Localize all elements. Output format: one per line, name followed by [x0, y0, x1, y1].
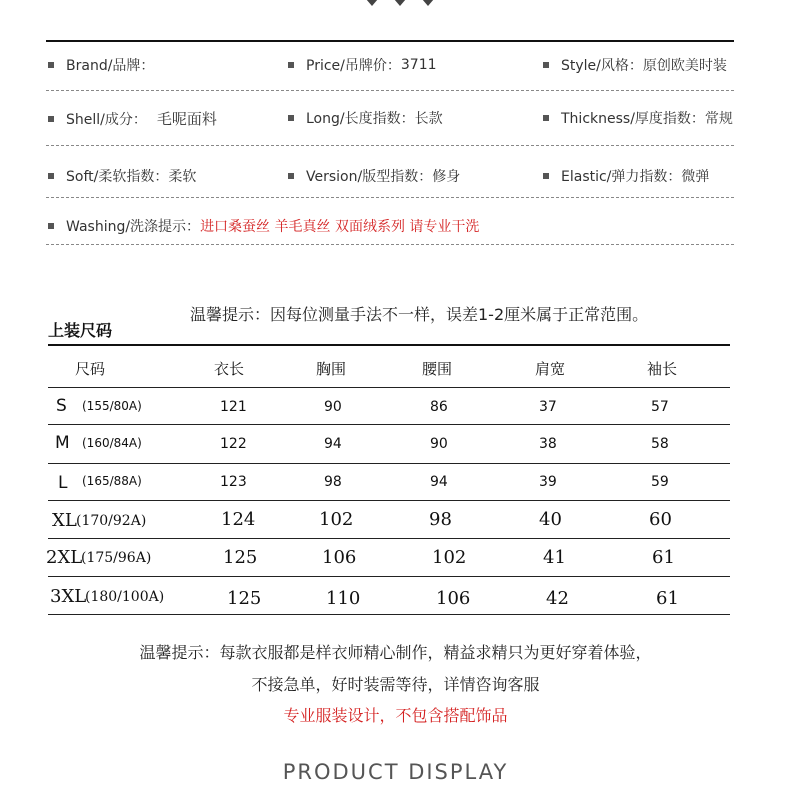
- size-label: 3XL: [50, 586, 87, 607]
- chest-value: 94: [324, 436, 342, 452]
- attr-label: Washing/洗涤提示：: [66, 219, 201, 235]
- bullet-square-icon: [48, 223, 54, 229]
- size-code: (155/80A): [82, 399, 142, 413]
- shoulder-value: 41: [543, 547, 566, 568]
- header-sleeve: 袖长: [647, 360, 678, 378]
- attr-long: [288, 108, 443, 128]
- attr-style: [543, 55, 727, 75]
- measurement-tip: 温馨提示：因每位测量手法不一样，误差1-2厘米属于正常范围。: [190, 305, 649, 324]
- size-label: L: [58, 473, 68, 493]
- header-size: 尺码: [75, 360, 106, 378]
- bullet-square-icon: [48, 173, 54, 179]
- chest-value: 106: [322, 547, 357, 568]
- header-shoulder: 肩宽: [535, 360, 566, 378]
- attr-label: Brand/品牌：: [66, 58, 155, 74]
- length-value: 121: [220, 399, 247, 415]
- attr-value: 微弹: [681, 169, 710, 185]
- attr-version: [288, 166, 460, 186]
- service-note-3: 专业服装设计，不包含搭配饰品: [283, 706, 508, 725]
- size-label: S: [56, 396, 67, 416]
- table-row-rule: [48, 576, 730, 577]
- sleeve-value: 60: [649, 509, 672, 530]
- chest-value: 102: [319, 509, 354, 530]
- shoulder-value: 42: [546, 588, 569, 609]
- length-value: 122: [220, 436, 247, 452]
- attr-price: [288, 55, 437, 75]
- chest-value: 110: [326, 588, 361, 609]
- attributes-bottom-rule: [46, 244, 734, 245]
- waist-value: 106: [436, 588, 471, 609]
- attr-label: Style/风格：: [561, 58, 643, 74]
- waist-value: 90: [430, 436, 448, 452]
- sleeve-value: 57: [651, 399, 669, 415]
- attr-soft: [48, 166, 196, 186]
- attr-label: Thickness/厚度指数：: [561, 111, 705, 127]
- size-label: XL: [52, 510, 77, 531]
- header-waist: 腰围: [422, 360, 453, 378]
- size-label: M: [55, 433, 70, 453]
- size-chart-title: 上装尺码: [48, 321, 113, 340]
- attr-brand: [48, 55, 154, 75]
- attributes-divider: [46, 145, 734, 146]
- shoulder-value: 38: [539, 436, 557, 452]
- size-label: 2XL: [46, 547, 83, 568]
- bullet-square-icon: [288, 115, 294, 121]
- chest-value: 98: [324, 474, 342, 490]
- attributes-divider: [46, 90, 734, 91]
- shoulder-value: 37: [539, 399, 557, 415]
- table-bottom-rule: [48, 614, 730, 615]
- service-note-1: 温馨提示：每款衣服都是样衣师精心制作，精益求精只为更好穿着体验，: [139, 643, 652, 662]
- bullet-square-icon: [48, 116, 54, 122]
- attr-label: Long/长度指数：: [306, 111, 415, 127]
- waist-value: 94: [430, 474, 448, 490]
- table-top-rule: [48, 344, 730, 346]
- waist-value: 86: [430, 399, 448, 415]
- waist-value: 98: [429, 509, 452, 530]
- sleeve-value: 61: [656, 588, 679, 609]
- attr-label: Version/版型指数：: [306, 169, 433, 185]
- length-value: 125: [223, 547, 258, 568]
- table-row-rule: [48, 387, 730, 388]
- sleeve-value: 61: [652, 547, 675, 568]
- attr-value: 修身: [432, 169, 461, 185]
- shoulder-value: 40: [539, 509, 562, 530]
- table-row-rule: [48, 500, 730, 501]
- attr-label: Shell/成分：: [66, 111, 147, 128]
- attr-value: 进口桑蚕丝 羊毛真丝 双面绒系列 请专业干洗: [200, 219, 480, 235]
- sleeve-value: 59: [651, 474, 669, 490]
- attr-value: 长款: [414, 111, 443, 127]
- attr-value: 毛呢面料: [156, 110, 217, 128]
- size-code: (175/96A): [81, 550, 152, 566]
- service-note-2: 不接急单，好时装需等待，详情咨询客服: [251, 675, 540, 694]
- chest-value: 90: [324, 399, 342, 415]
- table-row-rule: [48, 424, 730, 425]
- sleeve-value: 58: [651, 436, 669, 452]
- attr-value: 3711: [400, 57, 437, 73]
- attr-value: 原创欧美时装: [642, 58, 727, 74]
- attr-shell: [48, 108, 217, 129]
- size-code: (170/92A): [76, 513, 147, 529]
- bullet-square-icon: [543, 115, 549, 121]
- table-row-rule: [48, 538, 730, 539]
- header-decoration-icon: [340, 0, 460, 16]
- header-length: 衣长: [214, 360, 245, 378]
- attr-value: 柔软: [168, 169, 197, 185]
- shoulder-value: 39: [539, 474, 557, 490]
- header-chest: 胸围: [316, 360, 347, 378]
- size-code: (180/100A): [85, 589, 165, 605]
- attr-label: Price/吊牌价：: [306, 58, 401, 74]
- attr-elastic: [543, 166, 709, 186]
- length-value: 125: [227, 588, 262, 609]
- length-value: 123: [220, 474, 247, 490]
- attr-value: 常规: [704, 111, 733, 127]
- attributes-top-rule: [46, 40, 734, 42]
- waist-value: 102: [432, 547, 467, 568]
- attr-label: Soft/柔软指数：: [66, 169, 169, 185]
- size-code: (160/84A): [82, 436, 142, 450]
- attr-washing: [48, 216, 479, 236]
- attr-thickness: [543, 108, 733, 128]
- bullet-square-icon: [288, 173, 294, 179]
- bullet-square-icon: [48, 62, 54, 68]
- product-display-title: PRODUCT DISPLAY: [282, 760, 509, 784]
- length-value: 124: [221, 509, 256, 530]
- bullet-square-icon: [543, 173, 549, 179]
- size-code: (165/88A): [82, 474, 142, 488]
- table-row-rule: [48, 463, 730, 464]
- attributes-divider: [46, 197, 734, 198]
- bullet-square-icon: [288, 62, 294, 68]
- attr-label: Elastic/弹力指数：: [561, 169, 682, 185]
- bullet-square-icon: [543, 62, 549, 68]
